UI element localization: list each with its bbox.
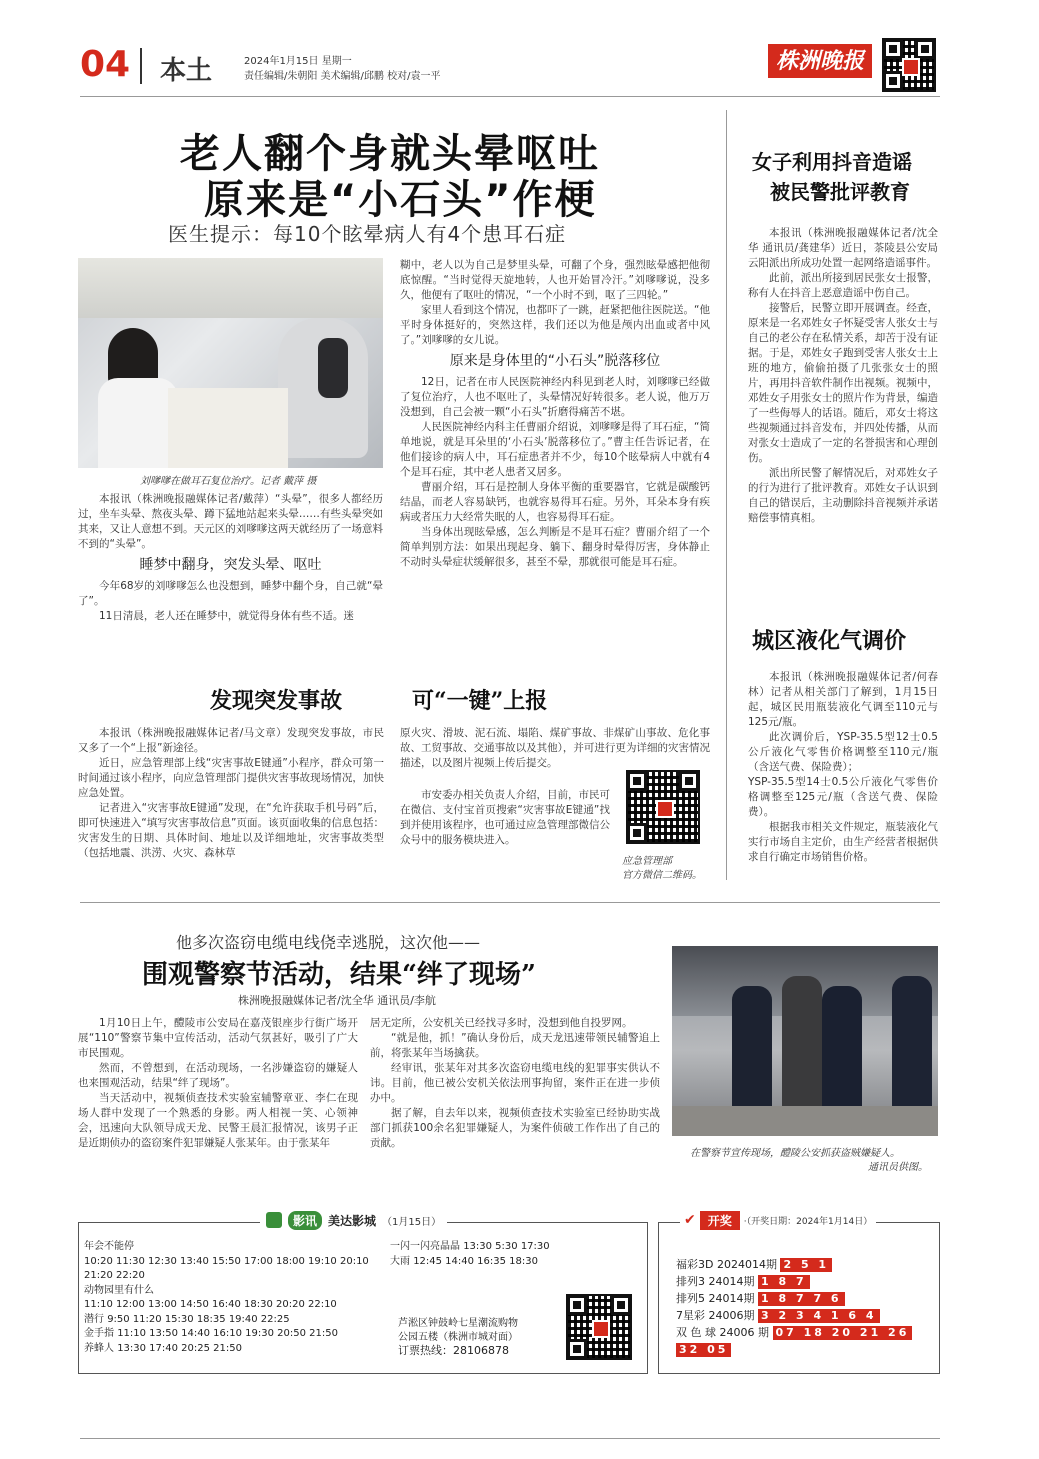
- paragraph: 近日，应急管理部上线“灾害事故E键通”小程序，群众可第一时间通过该小程序，向应急管理部门提供灾害事故现场情况，加快应急处置。: [78, 757, 384, 799]
- lottery-name: 福彩3D: [676, 1258, 714, 1271]
- lottery-name: 排列5: [676, 1292, 705, 1305]
- header-divider: [140, 48, 142, 84]
- paragraph: 记者进入“灾害事故E键通”发现，在“允许获取手机号码”后，即可快速进入“填写灾害事故信息”页面。该页面收集的信息包括：灾害发生的日期、具体时间、地址以及详细地址，灾害事故类型（包括地震、洪涝、火灾、森林草: [78, 802, 384, 859]
- lottery-date: ·（开奖日期：2024年1月14日）: [743, 1216, 873, 1227]
- lottery-row: [676, 1307, 934, 1324]
- movie-title: 潜行: [84, 1313, 104, 1325]
- paragraph: 11日清晨，老人还在睡梦中，就觉得身体有些不适。迷: [99, 610, 354, 622]
- cinema-phone: 订票热线：28106878: [398, 1344, 509, 1357]
- cinema-header: [260, 1208, 447, 1232]
- movie-times: 11:10 13:50 14:40 16:10 19:30 20:50 21:50: [117, 1328, 338, 1339]
- story4-title-part2: 可“一键”上报: [412, 688, 548, 714]
- lottery-row: [676, 1324, 934, 1341]
- paragraph: 人民医院神经内科主任曹丽介绍说，刘嗲嗲是得了耳石症，“简单地说，就是耳朵里的‘小石头’脱落移位了。”曹主任告诉记者，在他们接诊的病人中，耳石症患者并不少，每10个眩晕病人中就有4个是耳石症，其中老人患者又居多。: [400, 421, 710, 478]
- movie-row: [390, 1255, 590, 1270]
- film-icon: [266, 1212, 282, 1228]
- cinema-badge: 影讯: [288, 1211, 322, 1230]
- lottery-numbers: 07 18 20 21 26: [773, 1326, 913, 1340]
- paragraph: 此次调价后，YSP-35.5型12士0.5公斤液化气零售价格调整至110元/瓶（含送气费、保险费）；: [748, 731, 938, 773]
- lottery-row: [676, 1273, 934, 1290]
- lottery-name: 双 色 球: [676, 1326, 716, 1339]
- story4-qr-code: [626, 770, 700, 844]
- lottery-period: 24014期: [708, 1275, 755, 1288]
- police-photo-caption-2: 通讯员供图。: [868, 1162, 928, 1173]
- lottery-row: [676, 1256, 934, 1273]
- story2-title-line1: 女子利用抖音造谣: [752, 150, 912, 174]
- story5-title: 围观警察节活动，结果“绊了现场”: [142, 960, 536, 990]
- cinema-address-2: 公园五楼（株洲市城对面）: [398, 1332, 518, 1343]
- police-photo-caption-1: 在警察节宣传现场，醴陵公安抓获盗贼嫌疑人。: [690, 1148, 900, 1159]
- paragraph: 经审讯，张某年对其多次盗窃电缆电线的犯罪事实供认不讳。目前，他已被公安机关依法刑事拘留，案件正在进一步侦办中。: [370, 1062, 660, 1104]
- movie-times: 13:30 17:40 20:25 21:50: [117, 1342, 242, 1354]
- movie-times: 10:20 11:30 12:30 13:40 15:50 17:00 18:00 19:10 20:10 21:20 22:20: [84, 1255, 369, 1281]
- lottery-period: 24006期: [708, 1309, 755, 1322]
- lottery-period: 24014期: [708, 1292, 755, 1305]
- main-photo: [78, 258, 383, 468]
- column-rule: [726, 110, 727, 880]
- page-number: 04: [80, 44, 131, 85]
- paragraph: 家里人看到这个情况，也都吓了一跳，赶紧把他往医院送。“他平时身体挺好的，突然这样，我们还以为他是颅内出血或者中风了。”刘嗲嗲的女儿说。: [400, 304, 710, 346]
- lottery-header: [680, 1208, 876, 1232]
- subhead: 睡梦中翻身，突发头晕、呕吐: [139, 557, 322, 573]
- lottery-row: [676, 1290, 934, 1307]
- movie-times: 11:10 12:00 13:00 14:50 16:40 18:30 20:20 22:10: [84, 1299, 337, 1310]
- paragraph: 1月10日上午，醴陵市公安局在嘉茂银座步行街广场开展“110”警察节集中宣传活动，活动气氛甚好，吸引了广大市民围观。: [78, 1017, 358, 1059]
- subhead: 原来是身体里的“小石头”脱落移位: [449, 353, 661, 369]
- paragraph: 本报讯（株洲晚报融媒体记者/何春林）记者从相关部门了解到，1月15日起，城区民用瓶装液化气调至110元与125元/瓶。: [748, 671, 938, 728]
- lottery-badge: 开奖: [700, 1211, 740, 1230]
- cinema-schedule: [84, 1240, 384, 1356]
- lottery-numbers: 1 8 7 7 6: [758, 1292, 845, 1306]
- paragraph: 此前，派出所接到居民张女士报警，称有人在抖音上恶意造谣中伤自己。: [748, 272, 938, 299]
- movie-title: 金手指: [84, 1328, 114, 1339]
- story4-col2: [400, 726, 710, 771]
- paragraph: 派出所民警了解情况后，对邓姓女子的行为进行了批评教育。邓姓女子认识到自己的错误后，主动删除抖音视频并承诺赔偿事情真相。: [748, 467, 938, 524]
- paragraph: 原火灾、滑坡、泥石流、塌陷、煤矿事故、非煤矿山事故、危化事故、工贸事故、交通事故以及其他），并可进行更为详细的灾害情况描述，以及图片视频上传后提交。: [400, 727, 710, 769]
- story4-col2b: [400, 788, 610, 848]
- paragraph: YSP-35.5型14士0.5公斤液化气零售价格调整至125元/瓶（含送气费、保险费）。: [748, 776, 938, 818]
- movie-row: [84, 1313, 384, 1328]
- lottery-period: 24006 期: [719, 1326, 769, 1339]
- paragraph: 市安委办相关负责人介绍，目前，市民可在微信、支付宝首页搜索“灾害事故E键通”找到并使用该程序，也可通过应急管理部微信公众号中的服务模块进入。: [400, 789, 610, 846]
- cinema-address-1: 芦淞区钟鼓岭七星潮流购物: [398, 1318, 518, 1329]
- lottery-name: 7星彩: [676, 1309, 705, 1322]
- lottery-results: [676, 1256, 934, 1358]
- cinema-qr-code: [566, 1294, 632, 1360]
- paragraph: 当身体出现眩晕感，怎么判断是不是耳石症？曹丽介绍了一个简单判别方法：如果出现起身、躺下、翻身时晕得厉害，身体静止不动时头晕症状缓解很多，甚至不晕，那就很可能是耳石症。: [400, 526, 710, 568]
- paragraph: 然而，不曾想到，在活动现场，一名涉嫌盗窃的嫌疑人也来围观活动，结果“绊了现场”。: [78, 1062, 358, 1089]
- paragraph: 当天活动中，视频侦查技术实验室辅警章亚、李仁在现场人群中发现了一个熟悉的身影。两人相视一笑、心领神会，迅速向大队领导成天龙、民警王晨汇报情况，该男子正是近期侦办的盗窃案件犯罪嫌疑人张某年。由于张某年: [78, 1092, 358, 1149]
- paragraph: 本报讯（株洲晚报融媒体记者/马文章）发现突发事故，市民又多了一个“上报”新途径。: [78, 727, 384, 754]
- paragraph: 接警后，民警立即开展调查。经查，原来是一名邓姓女子怀疑受害人张女士与自己的老公存在私情关系，却苦于没有证据。于是，邓姓女子跑到受害人张女士上班的地方，偷偷拍摄了几张张女士的照片，再用抖音软件制作出视频。视频中，邓姓女子用张女士的照片作为背景，编造了一些侮辱人的话语。随后，邓女士将这些视频通过抖音发布，并四处传播，从而对张女士造成了一定的名誉损害和心理创伤。: [748, 302, 938, 464]
- paragraph: 曹丽介绍，耳石是控制人身体平衡的重要器官，它就是碳酸钙结晶，而老人容易缺钙，也就容易得耳石症。另外，耳朵本身有疾病或者压力大经常失眠的人，也容易得耳石症。: [400, 481, 710, 523]
- main-headline-line2: 原来是“小石头”作梗: [204, 177, 597, 223]
- main-subtitle: 医生提示：每10个眩晕病人有4个患耳石症: [168, 222, 567, 246]
- header-rule: [80, 96, 940, 97]
- lottery-name: 排列3: [676, 1275, 705, 1288]
- movie-row: [84, 1342, 384, 1357]
- section-name: 本土: [160, 56, 213, 86]
- paragraph: 糊中，老人以为自己是梦里头晕，可翻了个身，强烈眩晕感把他彻底惊醒。“当时觉得天旋地转，人也开始冒冷汗。”刘嗲嗲说，没多久，他便有了呕吐的情况，“一个小时不到，呕了三四轮。”: [400, 259, 710, 301]
- cinema-name: 美达影城: [328, 1213, 377, 1228]
- paragraph: 根据我市相关文件规定，瓶装液化气实行市场自主定价，由生产经营者根据供求自行确定市场销售价格。: [748, 821, 938, 863]
- story2-title-line2: 被民警批评教育: [770, 180, 910, 204]
- paragraph: 12日，记者在市人民医院神经内科见到老人时，刘嗲嗲已经做了复位治疗，人也不呕吐了，头晕情况好转很多。老人说，他万万没想到，自己会被一颗“小石头”折磨得痛苦不堪。: [400, 376, 710, 418]
- lottery-period: 2024014期: [716, 1258, 777, 1271]
- movie-title: 一闪一闪亮晶晶: [390, 1241, 460, 1252]
- cinema-schedule-right: [390, 1240, 590, 1269]
- movie-times: 12:45 14:40 16:35 18:30: [413, 1255, 538, 1267]
- story5-col1: [78, 1016, 358, 1151]
- movie-title: 年会不能停: [84, 1241, 134, 1252]
- police-photo: [672, 946, 938, 1136]
- story4-title-part1: 发现突发事故: [210, 688, 343, 714]
- cinema-date: （1月15日）: [382, 1216, 442, 1228]
- movie-title: 大雨: [390, 1255, 410, 1267]
- main-photo-caption: 刘嗲嗲在做耳石复位治疗。记者 戴萍 摄: [140, 476, 317, 487]
- date-line: 2024年1月15日 星期一: [244, 56, 352, 67]
- paragraph: 居无定所，公安机关已经找寻多时，没想到他自投罗网。: [370, 1017, 633, 1029]
- story5-byline: 株洲晚报融媒体记者/沈全华 通讯员/李航: [238, 994, 436, 1007]
- main-col1: [78, 492, 383, 624]
- story5-kicker: 他多次盗窃电缆电线侥幸逃脱，这次他——: [176, 933, 481, 952]
- story3-title: 城区液化气调价: [752, 628, 907, 654]
- story5-col2: [370, 1016, 660, 1151]
- check-icon: ✔: [684, 1212, 696, 1228]
- movie-title: 养蜂人: [84, 1342, 114, 1354]
- lottery-numbers: 2 5 1: [780, 1258, 832, 1272]
- lottery-numbers-extra: 32 05: [676, 1343, 731, 1357]
- lottery-row: [676, 1341, 934, 1358]
- movie-title: 动物园里有什么: [84, 1284, 154, 1296]
- paragraph: 本报讯（株洲晚报融媒体记者/戴萍）“头晕”，很多人都经历过，坐车头晕、熬夜头晕、蹲下猛地站起来头晕……有些头晕突如其来，又让人意想不到。天元区的刘嗲嗲这两天就经历了一场意料不到的“头晕”。: [78, 493, 383, 550]
- masthead-logo: 株洲晚报: [768, 44, 872, 78]
- story2-body: [748, 226, 938, 526]
- story4-col1: [78, 726, 384, 861]
- story3-body: [748, 670, 938, 865]
- paragraph: “就是他，抓！”确认身份后，成天龙迅速带领民辅警追上前，将张某年当场擒获。: [370, 1032, 660, 1059]
- movie-times: 9:50 11:20 15:30 18:35 19:40 22:25: [107, 1313, 290, 1325]
- main-headline-line1: 老人翻个身就头晕呕吐: [180, 131, 600, 177]
- editors-line: 责任编辑/朱朝阳 美术编辑/邱鹏 校对/袁一平: [244, 71, 441, 82]
- qr-caption-line1: 应急管理部: [622, 856, 672, 867]
- lottery-numbers: 3 2 3 4 1 6 4: [758, 1309, 880, 1323]
- movie-row: [390, 1240, 590, 1255]
- lottery-numbers: 1 8 7: [758, 1275, 810, 1289]
- section-rule: [80, 902, 940, 903]
- paragraph: 据了解，自去年以来，视频侦查技术实验室已经协助实战部门抓获100余名犯罪嫌疑人，为案件侦破工作作出了自己的贡献。: [370, 1107, 660, 1149]
- movie-row: [84, 1327, 384, 1342]
- paragraph: 本报讯（株洲晚报融媒体记者/沈全华 通讯员/龚建华）近日，茶陵县公安局云阳派出所成功处置一起网络造谣事件。: [748, 227, 938, 269]
- paragraph: 今年68岁的刘嗲嗲怎么也没想到，睡梦中翻个身，自己就“晕了”。: [78, 580, 383, 607]
- footer-rule: [80, 1438, 940, 1439]
- movie-times: 13:30 5:30 17:30: [463, 1241, 550, 1252]
- masthead-qr-code: [882, 38, 936, 92]
- qr-caption-line2: 官方微信二维码。: [622, 870, 702, 881]
- main-col2: [400, 258, 710, 570]
